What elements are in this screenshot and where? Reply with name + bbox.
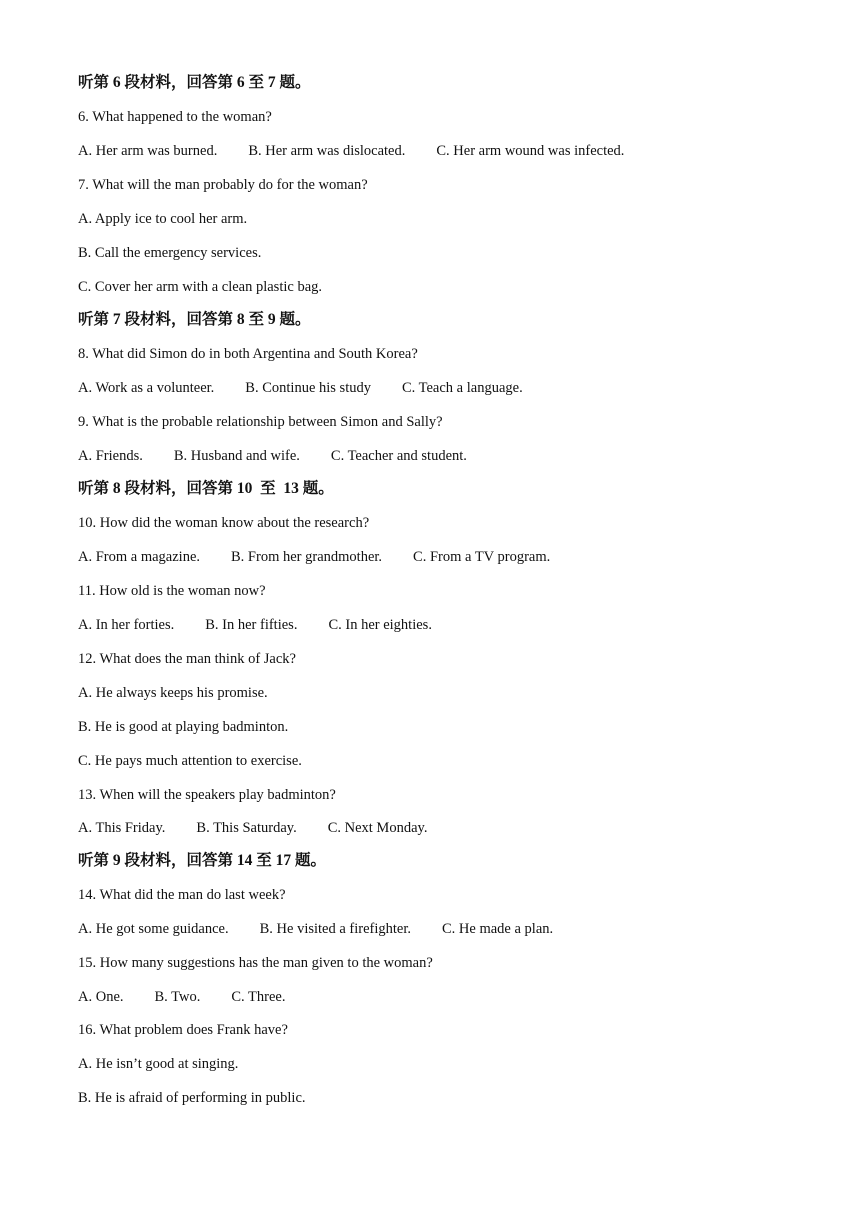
option-a: A. From a magazine. bbox=[78, 549, 201, 565]
question-12: 12. What does the man think of Jack? bbox=[78, 651, 296, 667]
options-q11 bbox=[78, 616, 432, 634]
option-c: C. Teacher and student. bbox=[330, 448, 467, 464]
question-16: 16. What problem does Frank have? bbox=[78, 1022, 288, 1038]
option-c: C. Teach a language. bbox=[401, 380, 523, 396]
options-q15 bbox=[78, 988, 285, 1006]
question-15: 15. How many suggestions has the man given to the woman? bbox=[78, 955, 433, 971]
option-c: C. Cover her arm with a clean plastic bag. bbox=[78, 279, 323, 295]
option-c: C. Next Monday. bbox=[327, 820, 428, 836]
option-c: C. He pays much attention to exercise. bbox=[78, 753, 302, 769]
option-a: A. He got some guidance. bbox=[78, 921, 229, 937]
option-b: B. This Saturday. bbox=[196, 820, 297, 836]
option-a: A. One. bbox=[78, 989, 124, 1005]
option-b: B. From her grandmother. bbox=[231, 549, 383, 565]
options-q8 bbox=[78, 379, 523, 397]
options-q10 bbox=[78, 548, 550, 566]
section-heading: 听第 9 段材料，回答第 14 至 17 题。 bbox=[78, 852, 327, 869]
option-a: A. Her arm was burned. bbox=[78, 143, 218, 159]
option-c: C. Three. bbox=[231, 989, 286, 1005]
option-c: C. Her arm wound was infected. bbox=[436, 143, 625, 159]
option-c: C. From a TV program. bbox=[413, 549, 551, 565]
option-b: B. Husband and wife. bbox=[173, 448, 300, 464]
question-9: 9. What is the probable relationship between Simon and Sally? bbox=[78, 414, 443, 430]
option-c: C. In her eighties. bbox=[328, 617, 432, 633]
question-8: 8. What did Simon do in both Argentina and South Korea? bbox=[78, 346, 418, 362]
question-13: 13. When will the speakers play badminton? bbox=[78, 787, 336, 803]
option-b: B. Two. bbox=[154, 989, 201, 1005]
option-b: B. He visited a firefighter. bbox=[259, 921, 412, 937]
option-b: B. Her arm was dislocated. bbox=[248, 143, 406, 159]
option-a: A. This Friday. bbox=[78, 820, 166, 836]
question-7: 7. What will the man probably do for the woman? bbox=[78, 177, 368, 193]
options-q13 bbox=[78, 819, 427, 837]
option-b: B. In her fifties. bbox=[205, 617, 298, 633]
option-b: B. Call the emergency services. bbox=[78, 245, 262, 261]
option-a: A. He isn’t good at singing. bbox=[78, 1056, 239, 1072]
options-q9 bbox=[78, 447, 467, 465]
options-q6 bbox=[78, 142, 624, 160]
option-a: A. Apply ice to cool her arm. bbox=[78, 211, 248, 227]
question-10: 10. How did the woman know about the research? bbox=[78, 515, 370, 531]
option-a: A. Work as a volunteer. bbox=[78, 380, 215, 396]
option-b: B. Continue his study bbox=[245, 380, 371, 396]
section-heading: 听第 8 段材料，回答第 10 至 13 题。 bbox=[78, 480, 334, 497]
section-heading: 听第 7 段材料，回答第 8 至 9 题。 bbox=[78, 311, 311, 328]
option-b: B. He is good at playing badminton. bbox=[78, 719, 289, 735]
option-b: B. He is afraid of performing in public. bbox=[78, 1090, 306, 1106]
question-6: 6. What happened to the woman? bbox=[78, 109, 272, 125]
section-heading: 听第 6 段材料，回答第 6 至 7 题。 bbox=[78, 74, 311, 91]
option-a: A. In her forties. bbox=[78, 617, 175, 633]
options-q14 bbox=[78, 920, 553, 938]
question-11: 11. How old is the woman now? bbox=[78, 583, 266, 599]
option-a: A. He always keeps his promise. bbox=[78, 685, 268, 701]
question-14: 14. What did the man do last week? bbox=[78, 887, 286, 903]
option-c: C. He made a plan. bbox=[442, 921, 554, 937]
option-a: A. Friends. bbox=[78, 448, 143, 464]
